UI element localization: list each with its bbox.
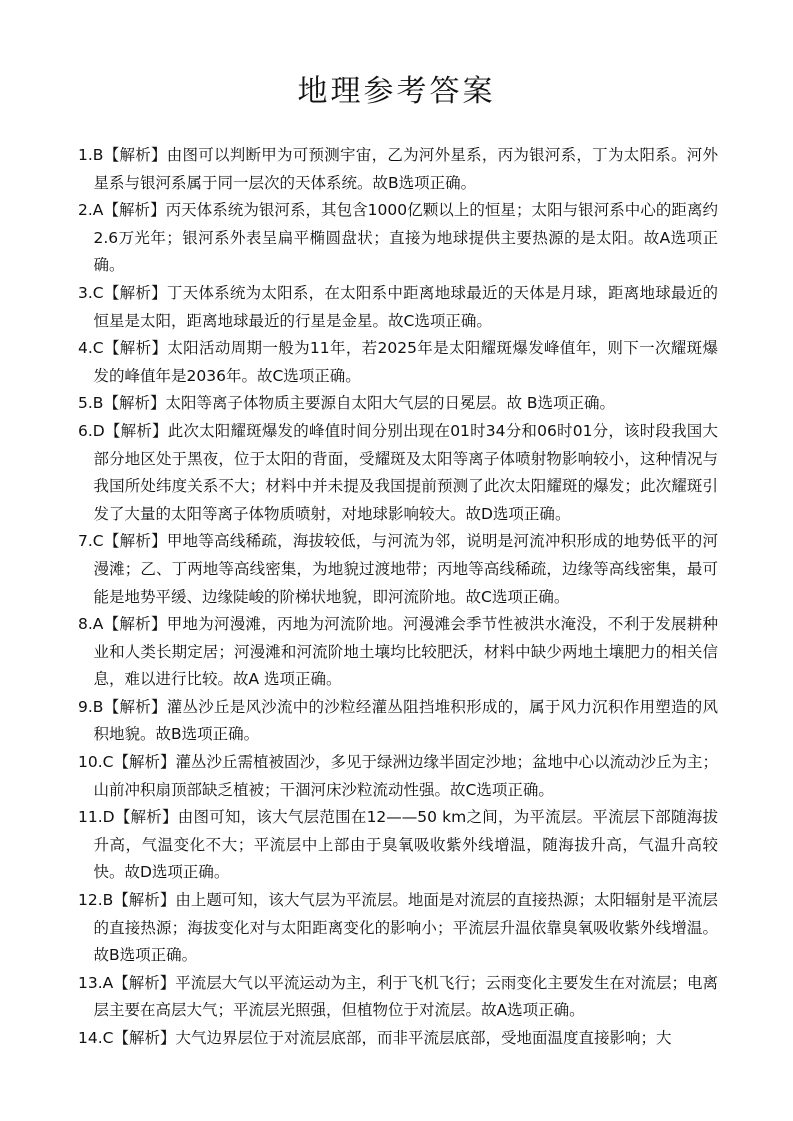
answer-text: 【解析】灌丛沙丘是风沙流中的沙粒经灌丛阻挡堆积形成的，属于风力沉积作用塑造的风积地貌。故B选项正确。 [93,697,718,744]
answer-number: 14.C [78,1029,114,1047]
answer-text: 【解析】此次太阳耀斑爆发的峰值时间分别出现在01时34分和06时01分，该时段我国大部分地区处于黑夜，位于太阳的背面，受耀斑及太阳等离子体喷射物影响较小，这种情况与我国所处纬度关系不大；材料中并未提及我国提前预测了此次太阳耀斑的爆发；此次耀斑引发了大量的太阳等离子体物质喷射，对地球影响较大。故D选项正确。 [93,421,718,523]
answer-text: 【解析】由图可以判断甲为可预测宇宙，乙为河外星系，丙为银河系，丁为太阳系。河外星系与银河系属于同一层次的天体系统。故B选项正确。 [93,146,718,192]
answer-item [78,611,718,694]
answer-text: 【解析】太阳活动周期一般为11年，若2025年是太阳耀斑爆发峰值年，则下一次耀斑爆发的峰值年是2036年。故C选项正确。 [93,339,718,385]
answer-number: 8.A [78,615,104,634]
page-title: 地理参考答案 [297,74,496,109]
answer-item [78,390,718,418]
answer-item [78,335,718,390]
answer-text: 【解析】丙天体系统为银河系，其包含1000亿颗以上的恒星；太阳与银河系中心的距离约2.6万光年；银河系外表呈扁平椭圆盘状；直接为地球提供主要热源的是太阳。故A选项正确。 [93,201,718,275]
answer-number: 10.C [78,753,114,772]
answer-item [78,142,718,197]
answer-item [78,694,718,749]
answer-item [78,749,718,804]
answer-item [78,970,718,1025]
answer-text: 【解析】灌丛沙丘需植被固沙，多见于绿洲边缘半固定沙地；盆地中心以流动沙丘为主；山前冲积扇顶部缺乏植被；干涸河床沙粒流动性强。故C选项正确。 [93,753,718,799]
answer-number: 2.A [78,201,104,220]
answer-item [78,418,718,528]
answer-item [78,528,718,611]
answer-item [78,887,718,970]
answer-item [78,280,718,335]
answer-text: 【解析】由上题可知，该大气层为平流层。地面是对流层的直接热源；太阳辐射是平流层的直接热源；海拔变化对与太阳距离变化的影响小；平流层升温依靠臭氧吸收紫外线增温。故B选项正确。 [93,891,718,965]
answer-number: 3.C [78,283,104,302]
answer-number: 11.D [78,808,115,827]
answer-item [78,197,718,280]
answer-text: 【解析】平流层大气以平流运动为主，利于飞机飞行；云雨变化主要发生在对流层；电离层主要在高层大气；平流层光照强，但植物位于对流层。故A选项正确。 [93,973,718,1020]
answer-text: 【解析】太阳等离子体物质主要源自太阳大气层的日冕层。故 B选项正确。 [103,394,616,413]
answer-number: 1.B [78,146,104,164]
answer-number: 7.C [78,532,104,551]
answer-number: 12.B [78,891,114,910]
answer-number: 6.D [78,421,105,440]
answer-text: 【解析】丁天体系统为太阳系，在太阳系中距离地球最近的天体是月球，距离地球最近的恒星是太阳，距离地球最近的行星是金星。故C选项正确。 [93,283,718,330]
answer-text: 【解析】由图可知，该大气层范围在12——50 km之间，为平流层。平流层下部随海拔升高，气温变化不大；平流层中上部由于臭氧吸收紫外线增温，随海拔升高，气温升高较快。故D选项正确。 [93,808,718,882]
answer-number: 9.B [78,697,104,716]
answer-list [78,142,718,1053]
answer-item [78,804,718,887]
answer-number: 13.A [78,973,114,992]
answer-text: 【解析】大气边界层位于对流层底部，而非平流层底部，受地面温度直接影响；大 [113,1029,672,1047]
answer-item [78,1025,718,1053]
answer-text: 【解析】甲地为河漫滩，丙地为河流阶地。河漫滩会季节性被洪水淹没，不利于发展耕种业和人类长期定居；河漫滩和河流阶地土壤均比较肥沃，材料中缺少两地土壤肥力的相关信息，难以进行比较。故A 选项正确。 [93,615,718,689]
answer-text: 【解析】甲地等高线稀疏，海拔较低，与河流为邻，说明是河流冲积形成的地势低平的河漫滩；乙、丁两地等高线密集，为地貌过渡地带；丙地等高线稀疏，边缘等高线密集，最可能是地势平缓、边缘陡峻的阶梯状地貌，即河流阶地。故C选项正确。 [93,532,718,606]
answer-number: 5.B [78,394,104,413]
answer-number: 4.C [78,339,104,358]
